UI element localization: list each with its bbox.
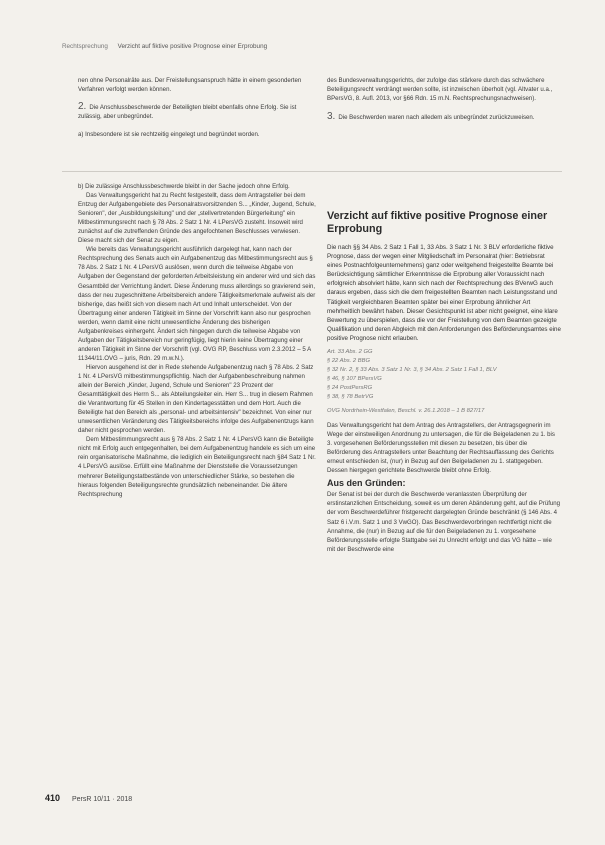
- right-body: [327, 243, 561, 554]
- left-body-paragraph-2: Das Verwaltungsgericht hat zu Recht festgestellt, dass dem Antragsteller bei dem Entzug der Aufgabengebiete des Personalratsvorsitzenden S... „Kinder, Jugend, Schule, Senioren", der „Ausbildungsleitung" und der „stellvertretenden Bürgerleitung" ein Mitbestimmungsrecht nach § 78 Abs. 2 Satz 1 Nr. 4 LPersVG zusteht. Insoweit wird zunächst auf die zutreffenden Gründe des angefochtenen Beschlusses verwiesen. Diese macht sich der Senat zu eigen.: [78, 192, 316, 245]
- statute-references: [327, 348, 561, 416]
- paragraph-text: Die Anschlussbeschwerde der Beteiligten bleibt ebenfalls ohne Erfolg. Sie ist zulässig, aber unbegründet.: [78, 104, 297, 121]
- top-left-paragraph-3: a) Insbesondere ist sie rechtzeitig eingelegt und begründet worden.: [78, 131, 260, 139]
- page-footer: [45, 793, 132, 803]
- reference-item: Art. 33 Abs. 2 GG: [327, 349, 373, 356]
- journal-issue: PersR 10/11 · 2018: [71, 796, 133, 803]
- header-title: Verzicht auf fiktive positive Prognose einer Erprobung: [117, 43, 268, 50]
- left-body: [78, 182, 316, 499]
- left-body-paragraph-3: Wie bereits das Verwaltungsgericht ausführlich dargelegt hat, kann nach der Rechtsprechung des Senats auch ein Aufgabenentzug das Mitbestimmungsrecht aus § 78 Abs. 2 Satz 1 Nr. 4 LPersVG auslösen, wenn durch die teilweise Abgabe von Aufgaben der Gegenstand der geforderten Arbeitsleistung ein anderer wird und sich das Gesamtbild der Verrichtung ändert. Diese Änderung muss allerdings so gravierend sein, dass der neu zugeschnittene Arbeitsbereich andere Tätigkeitsmerkmale aufweist als der bisherige, das heißt sich von diesem nach Art und Inhalt unterscheidet. Von der Übertragung einer anderen Tätigkeit im Sinne der Vorschrift kann also nur gesprochen werden, wenn damit eine nicht unwesentliche Änderung des bisherigen Aufgabenkreises einhergeht. Ändert sich hingegen durch die teilweise Abgabe von Aufgaben der Tätigkeitsbereich nur geringfügig, liegt hierin keine Übertragung einer anderen Tätigkeit im Sinne der Vorschrift (vgl. OVG RP, Beschluss vom 2.3.2012 – 5 A 11344/11.OVG – juris, Rdn. 29 m.w.N.).: [78, 246, 316, 362]
- top-right-paragraph-1: des Bundesverwaltungsgerichts, der zufolge das stärkere durch das schwächere Beteiligungsrecht verdrängt werden sollte, ist inzwischen überholt (vgl. Altvater u.a., BPersVG, 8. Aufl. 2013, vor §66 Rdn. 15 m.N. Rechtsprechungsnachweisen).: [327, 77, 553, 103]
- left-body-paragraph-4: Hiervon ausgehend ist der in Rede stehende Aufgabenentzug nach § 78 Abs. 2 Satz 1 Nr. 4 LPersVG mitbestimmungspflichtig. Nach der Aufgabenbeschreibung nahmen allein der Bereich „Kinder, Jugend, Schule und Senioren" 23 Prozent der Gesamttätigkeit des Herrn S... als Abteilungsleiter ein. Herr S... trug in diesem Rahmen die Verantwortung für 45 Stellen in den Kindertagesstätten und dem Hort. Auch die Beteiligte hat den Bereich als „personal- und arbeitsintensiv" bezeichnet. Von einer nur unwesentlichen Veränderung des Tätigkeitsbereichs infolge des Aufgabenentzugs kann daher nicht gesprochen werden.: [78, 363, 314, 435]
- right-body-paragraph-2: Der Senat ist bei der durch die Beschwerde veranlassten Überprüfung der erstinstanzlichen Entscheidung, soweit es um deren Abänderung geht, auf die Prüfung der vom Beschwerdeführer fristgerecht dargelegten Gründe beschränkt (§ 146 Abs. 4 Satz 6 i.V.m. Satz 1 und 3 VwGO). Das Beschwerdevorbringen rechtfertigt nicht die Annahme, die (nur) in Bezug auf die für den Beigeladenen zu 1. vorgesehene Beförderungsstelle erfolgte Stattgabe sei zu Unrecht erfolgt und das VG hätte – wie mit der Beschwerde eine: [327, 491, 561, 553]
- top-right-block: [327, 76, 561, 122]
- paragraph-number: 3.: [327, 111, 336, 123]
- right-body-paragraph-1: Das Verwaltungsgericht hat dem Antrag des Antragstellers, der Antragsgegnerin im Wege der einstweiligen Anordnung zu untersagen, die für die Beigeladenen zu 1. bis 3. vorgesehenen Beförderungsstellen mit diesen zu besetzen, bis über die Beförderung des Antragstellers unter Beachtung der Rechtsauffassung des Gerichts erneut entschieden ist, (nur) in Bezug auf den Beigeladenen zu 1. stattgegeben. Dessen hiergegen gerichtete Beschwerde bleibt ohne Erfolg.: [327, 422, 555, 475]
- left-body-paragraph-1: b) Die zulässige Anschlussbeschwerde bleibt in der Sache jedoch ohne Erfolg.: [78, 183, 290, 190]
- header-section: Rechtsprechung: [62, 43, 108, 50]
- court-citation: OVG Nordrhein-Westfalen, Beschl. v. 26.1.2018 – 1 B 827/17: [327, 408, 485, 415]
- paragraph-text: Die Beschwerden waren nach alledem als unbegründet zurückzuweisen.: [338, 114, 535, 122]
- reference-item: § 32 Nr. 2, § 33 Abs. 3 Satz 1 Nr. 3, § 34 Abs. 2 Satz 1 Fall 1, BLV: [327, 367, 497, 374]
- article-heading: Verzicht auf fiktive positive Prognose einer Erprobung: [327, 210, 548, 235]
- reference-item: § 46, § 107 BPersVG: [327, 376, 382, 383]
- headnote: Die nach §§ 34 Abs. 2 Satz 1 Fall 1, 33 Abs. 3 Satz 1 Nr. 3 BLV erforderliche fiktive Prognose, dass der wegen einer Mitgliedschaft im Personalrat (hier: Betriebsrat eines Postnachfolgeunternehmens) ganz oder weitgehend freigestellte Beamte bei Berücksichtigung sämtlicher Erkenntnisse die Erprobung aller Voraussicht nach erfolgreich absolviert hätte, kann sich nach der Rechtsprechung des BVerwG auch daraus ergeben, dass sich die dem freigestellten Beamten nach Leistungsstand und Tätigkeit vergleichbaren Beamten später bei einer Erprobung ähnlicher Art mehrheitlich bewährt haben. Dieser Gesichtspunkt ist aber nicht geeignet, eine klare Bewertung zu überspielen, dass die vor der Freistellung von dem Beamten gezeigte Qualifikation und deren Abgleich mit den Anforderungen des Beförderungsamtes eine positive Prognose nicht erlauben.: [327, 244, 561, 342]
- subheading-reasons: Aus den Gründen:: [327, 478, 406, 489]
- paragraph-number: 2.: [78, 101, 87, 113]
- reference-item: § 22 Abs. 2 BBG: [327, 358, 370, 365]
- reference-item: § 38, § 78 BetrVG: [327, 394, 374, 401]
- top-left-block: [78, 76, 316, 139]
- left-body-paragraph-5: Dem Mitbestimmungsrecht aus § 78 Abs. 2 Satz 1 Nr. 4 LPersVG kann die Beteiligte nicht mit Erfolg auch entgegenhalten, bei dem Aufgabenentzug handele es sich um eine rein organisatorische Maßnahme, die lediglich ein Beteiligungsrecht nach §84 Satz 1 Nr. 4 LPersVG auslöse. Erfüllt eine Maßnahme der Dienststelle die Voraussetzungen mehrerer Beteiligungstatbestände von unterschiedlicher Stärke, so bestehen die hieraus folgenden Beteiligungsrechte grundsätzlich nebeneinander. Die ältere Rechtsprechung: [78, 436, 316, 498]
- reference-item: § 24 PostPersRG: [327, 385, 373, 392]
- top-left-paragraph-1: nen ohne Personalräte aus. Der Freistellungsanspruch hätte in einem gesonderten Verfahren verfolgt werden können.: [78, 77, 302, 94]
- section-divider: [62, 171, 562, 172]
- running-header: [62, 43, 267, 50]
- top-left-paragraph-2: [78, 102, 316, 121]
- top-right-paragraph-2: [327, 112, 561, 122]
- page-number: 410: [45, 793, 61, 803]
